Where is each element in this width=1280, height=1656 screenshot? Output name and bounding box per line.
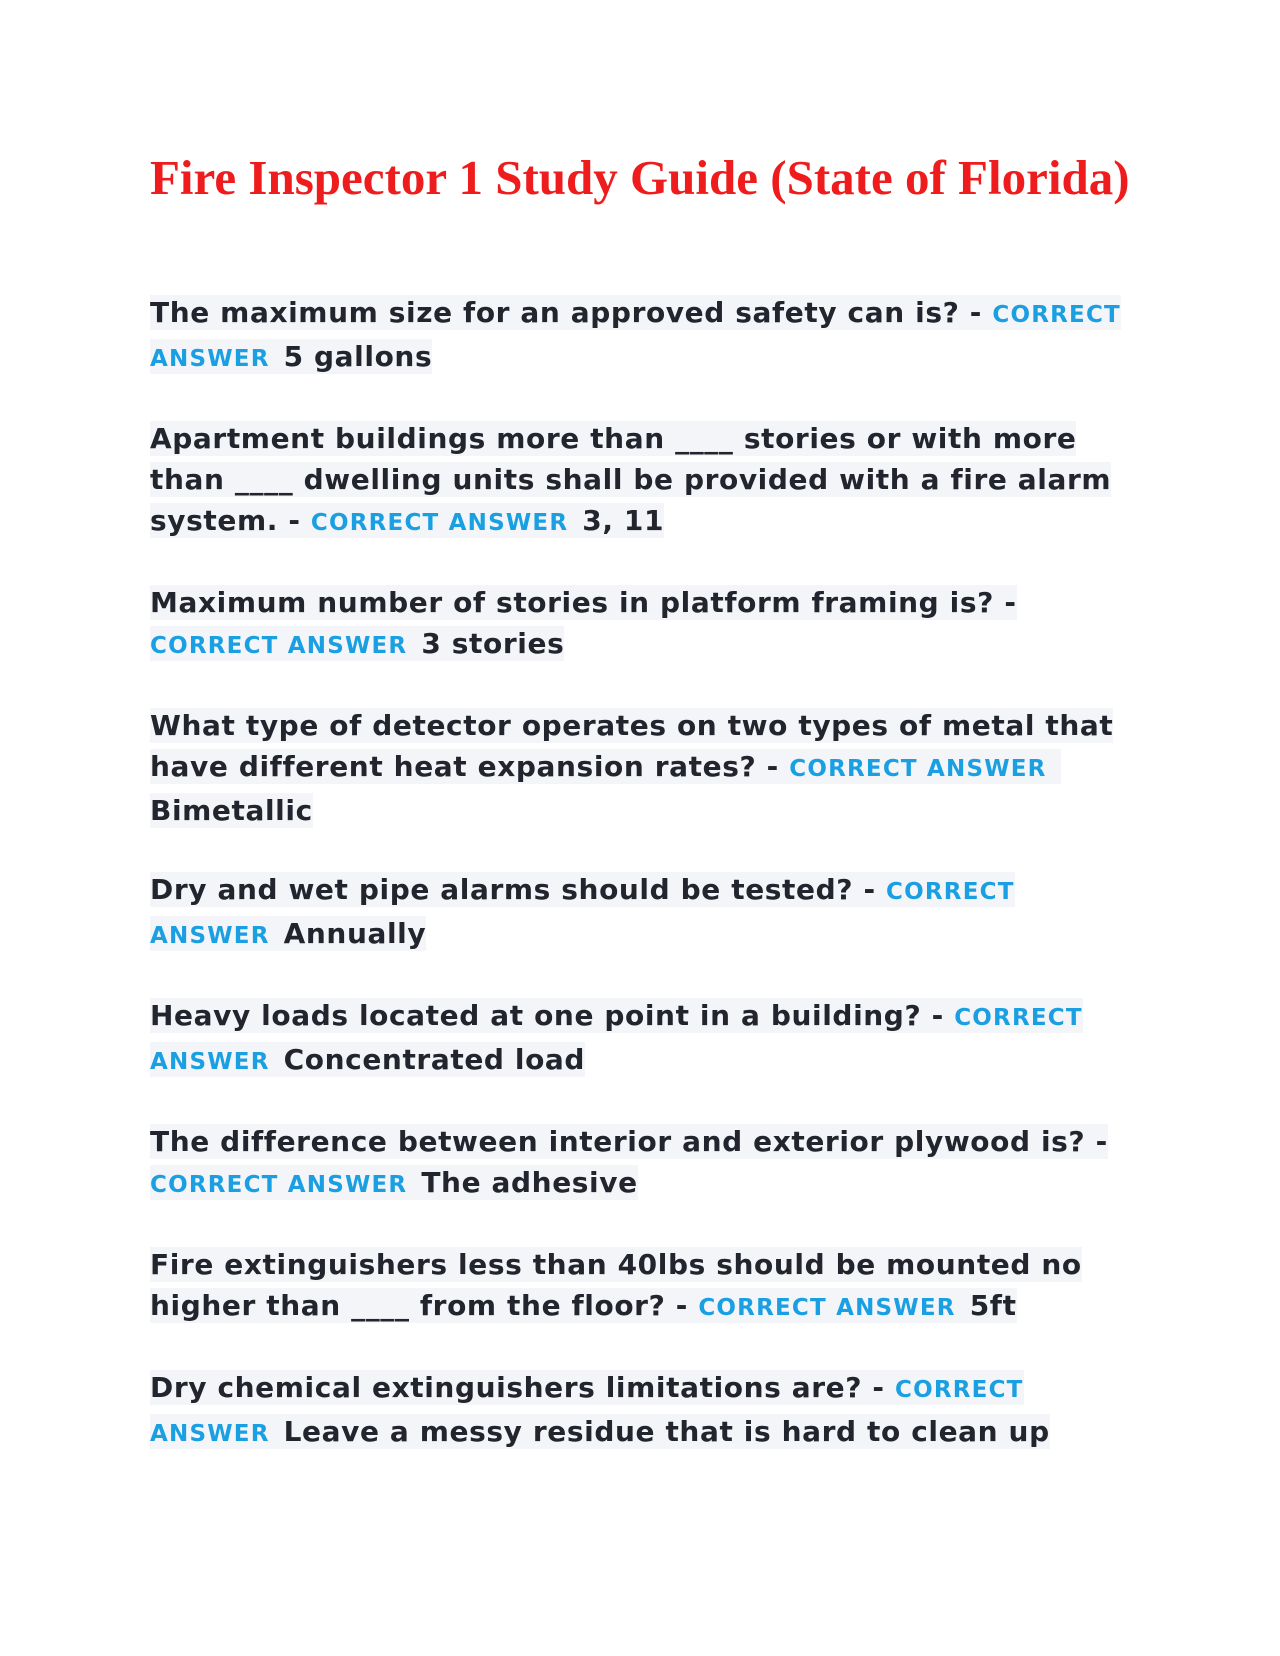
question-text: Dry and wet pipe alarms should be tested? - (150, 873, 876, 906)
answer-text: 3 stories (421, 627, 565, 660)
qa-item (150, 418, 1140, 544)
question-text: Dry chemical extinguishers limitations are? - (150, 1371, 885, 1404)
qa-item (150, 1244, 1140, 1329)
question-text: What type of detector operates on two types of metal that have different heat expansion rates? - (150, 709, 1114, 783)
question-text: Maximum number of stories in platform framing is? - (150, 586, 1017, 619)
answer-text: Annually (283, 917, 427, 950)
correct-answer-label: CORRECT ANSWER (310, 510, 569, 536)
correct-answer-label: CORRECT ANSWER (698, 1295, 956, 1321)
question-text: Apartment buildings more than ____ stories or with more than ____ dwelling units shall be provided with a fire alarm system. - (150, 422, 1112, 537)
qa-item (150, 869, 1140, 957)
correct-answer-label: CORRECT ANSWER (150, 1172, 408, 1198)
question-text: The difference between interior and exterior plywood is? - (150, 1125, 1108, 1158)
qa-item (150, 995, 1140, 1083)
correct-answer-label: CORRECT ANSWER (150, 1005, 1083, 1075)
qa-item (150, 1121, 1140, 1206)
correct-answer-label: CORRECT ANSWER (150, 879, 1015, 949)
qa-item (150, 292, 1140, 380)
question-text: Heavy loads located at one point in a building? - (150, 999, 944, 1032)
correct-answer-label: CORRECT ANSWER (150, 633, 408, 659)
qa-list (150, 292, 1140, 1455)
answer-text: Leave a messy residue that is hard to clean up (283, 1415, 1050, 1448)
answer-text: 3, 11 (582, 504, 665, 537)
answer-text: 5 gallons (283, 340, 433, 373)
question-text: Fire extinguishers less than 40lbs should be mounted no higher than ____ from the floor? - (150, 1248, 1082, 1322)
answer-text: Bimetallic (150, 794, 313, 827)
qa-item (150, 582, 1140, 667)
answer-text: 5ft (969, 1289, 1017, 1322)
question-text: The maximum size for an approved safety can is? - (150, 296, 983, 329)
qa-item (150, 1367, 1140, 1455)
answer-text: The adhesive (421, 1166, 638, 1199)
document-page (150, 148, 1140, 1493)
document-title: Fire Inspector 1 Study Guide (State of Florida) (150, 150, 1130, 205)
correct-answer-label: CORRECT ANSWER (150, 302, 1121, 372)
correct-answer-label: CORRECT ANSWER (789, 756, 1047, 782)
qa-item (150, 705, 1140, 831)
answer-text: Concentrated load (283, 1043, 586, 1076)
correct-answer-label: CORRECT ANSWER (150, 1377, 1024, 1447)
